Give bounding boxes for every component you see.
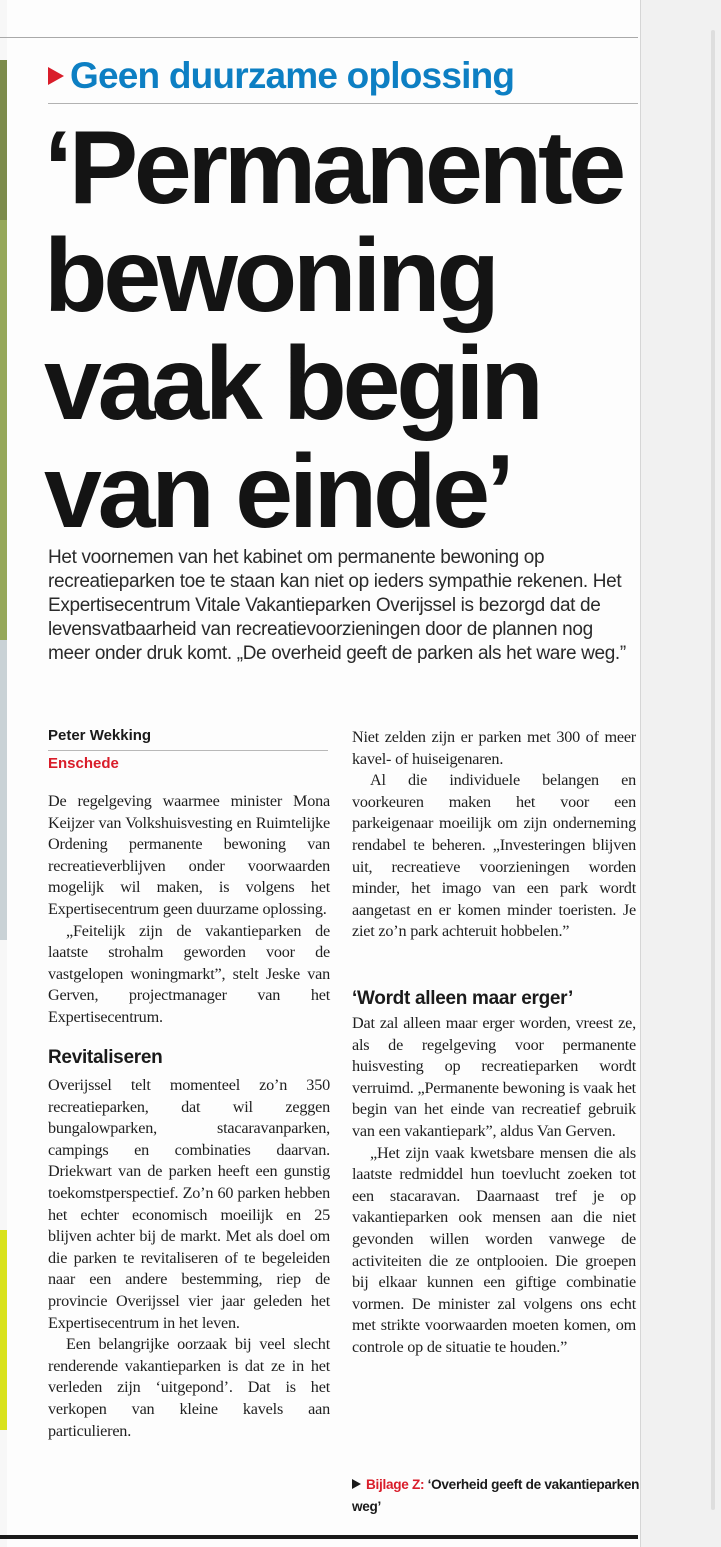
subhead-wordt-alleen-maar-erger: ‘Wordt alleen maar erger’ bbox=[352, 988, 573, 1009]
kicker bbox=[48, 52, 514, 100]
reference-title: ‘Overheid geeft de vakantieparken weg’ bbox=[352, 1477, 640, 1514]
intro-paragraph: Het voornemen van het kabinet om permanente bewoning op recreatieparken toe te staan kan niet op ieders sympathie rekenen. Het Expertisecentrum Vitale Vakantieparken Overijssel is bezorgd dat de levensvatbaarheid van recreatievoorzieningen door de plannen nog meer onder druk komt. „De overheid geeft de parken als het ware weg.” bbox=[48, 547, 626, 664]
bottom-rule bbox=[0, 1535, 638, 1539]
column2-paragraph-3: Dat zal alleen maar erger worden, vreest ze, als de regelgeving voor permanente huisvesting op recreatieparken wordt verruimd. „Permanente bewoning is vaak het begin van het einde van recreatief gebruik van een vakantiepark”, aldus Van Gerven. bbox=[352, 1014, 636, 1140]
scrollbar[interactable] bbox=[711, 30, 715, 1510]
headline-line-2: bewoning bbox=[44, 218, 496, 334]
kicker-text: Geen duurzame oplossing bbox=[70, 55, 515, 96]
bijlage-reference-link[interactable] bbox=[352, 1474, 640, 1518]
dateline-location: Enschede bbox=[48, 755, 119, 772]
article-column-1-continued bbox=[48, 1075, 330, 1442]
right-margin-panel bbox=[640, 0, 721, 1547]
column1-paragraph-3: Overijssel telt momenteel zo’n 350 recreatieparken, dat wil zeggen bungalowparken, stacaravanparken, campings en combinaties daarvan. Driekwart van de parken heeft een gunstig toekomstperspectief. Zo’n 60 parken hebben het echter economisch moeilijk en 25 blijven achter bij de markt. Met als doel om die parken te revitaliseren of te begeleiden naar een andere bestemming, riep de provincie Overijssel vier jaar geleden het Expertisecentrum in het leven. bbox=[48, 1076, 330, 1332]
kicker-rule bbox=[48, 103, 638, 104]
headline-line-4: van einde’ bbox=[44, 434, 511, 550]
article-column-2 bbox=[352, 727, 636, 943]
author-name: Peter Wekking bbox=[48, 727, 152, 744]
headline-line-1: ‘Permanente bbox=[44, 110, 623, 226]
headline bbox=[44, 110, 644, 550]
byline-rule bbox=[48, 750, 328, 751]
adjacent-photo-edge bbox=[0, 0, 7, 1547]
column2-paragraph-4: „Het zijn vaak kwetsbare mensen die als laatste redmiddel hun toevlucht zoeken tot een stacaravan. Daarnaast tref je op vakantieparken ook mensen aan die niet gevonden willen worden vanwege de activiteiten die ze ontplooien. Die groepen bij elkaar kunnen een giftige combinatie vormen. De minister zal volgens ons echt met strikte voorwaarden moeten komen, om controle op de situatie te houden.” bbox=[352, 1143, 636, 1356]
reference-label: Bijlage Z: bbox=[366, 1477, 425, 1492]
column2-paragraph-2: Al die individuele belangen en voorkeuren maken het voor een parkeigenaar moeilijk om zijn onderneming rendabel te beheren. „Investeringen blijven uit, recreatieve voorzieningen worden minder, het imago van een park wordt aangetast en er komen minder toeristen. Je ziet zo’n park achteruit hobbelen.” bbox=[352, 771, 636, 941]
subhead-revitaliseren: Revitaliseren bbox=[48, 1047, 163, 1068]
column1-paragraph-2: „Feitelijk zijn de vakantieparken de laatste strohalm geworden voor de vastgelopen woningmarkt”, stelt Jeske van Gerven, projectmanager van het Expertisecentrum. bbox=[48, 921, 330, 1026]
article-column-1 bbox=[48, 791, 330, 1029]
reference-arrow-icon bbox=[352, 1479, 361, 1489]
kicker-arrow-icon bbox=[48, 67, 64, 85]
column1-paragraph-4: Een belangrijke oorzaak bij veel slecht renderende vakantieparken is dat ze in het verleden zijn ‘uitgepond’. Dat is het verkopen van kleine kavels aan particulieren. bbox=[48, 1335, 330, 1440]
headline-line-3: vaak begin bbox=[44, 326, 540, 442]
top-rule bbox=[0, 37, 638, 38]
article-column-2-continued bbox=[352, 1013, 636, 1359]
column2-paragraph-1: Niet zelden zijn er parken met 300 of meer kavel- of huiseigenaren. bbox=[352, 728, 636, 768]
column1-paragraph-1: De regelgeving waarmee minister Mona Keijzer van Volkshuisvesting en Ruimtelijke Ordening permanente bewoning van recreatieverblijven onder voorwaarden mogelijk wil maken, is volgens het Expertisecentrum geen duurzame oplossing. bbox=[48, 792, 330, 918]
